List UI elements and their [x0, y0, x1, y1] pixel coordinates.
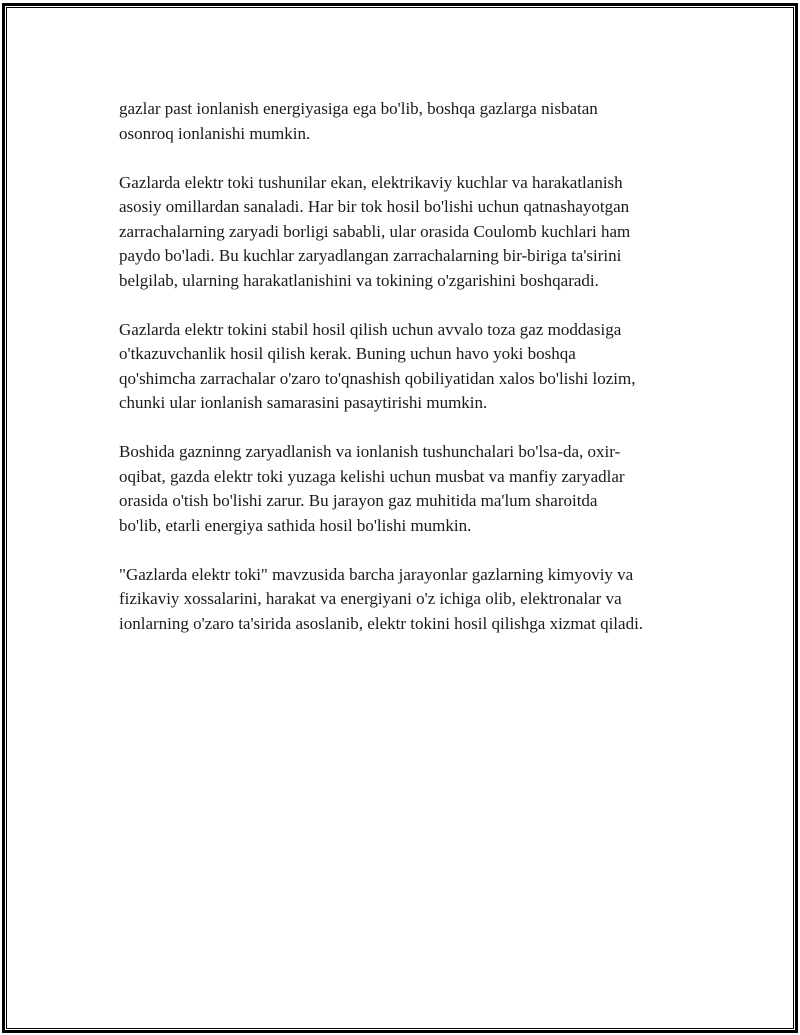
paragraph-2: Gazlarda elektr toki tushunilar ekan, elektrikaviy kuchlar va harakatlanish asosiy omillardan sanaladi. Har bir tok hosil bo'lishi uchun qatnashayotgan zarrachalarning zaryadi borligi sababli, ular orasida Coulomb kuchlari ham paydo bo'ladi. Bu kuchlar zaryadlangan zarrachalarning bir-biriga ta'sirini belgilab, ularning harakatlanishini va tokining o'zgarishini boshqaradi. [119, 172, 631, 290]
document-body [119, 97, 709, 661]
page-frame [2, 3, 798, 1033]
paragraph-5: "Gazlarda elektr toki" mavzusida barcha jarayonlar gazlarning kimyoviy va fizikaviy xossalarini, harakat va energiyani o'z ichiga olib, elektronalar va ionlarning o'zaro ta'sirida asoslanib, elektr tokini hosil qilishga xizmat qiladi. [119, 564, 644, 633]
paragraph-3: Gazlarda elektr tokini stabil hosil qilish uchun avvalo toza gaz moddasiga o'tkazuvchanlik hosil qilish kerak. Buning uchun havo yoki boshqa qo'shimcha zarrachalar o'zaro to'qnashish qobiliyatidan xalos bo'lishi lozim, chunki ular ionlanish samarasini pasaytirishi mumkin. [119, 319, 636, 412]
paragraph-4: Boshida gazninng zaryadlanish va ionlanish tushunchalari bo'lsa-da, oxir- oqibat, gazda elektr toki yuzaga kelishi uchun musbat va manfiy zaryadlar orasida o'tish bo'lishi zarur. Bu jarayon gaz muhitida ma'lum sharoitda bo'lib, etarli energiya sathida hosil bo'lishi mumkin. [119, 442, 625, 535]
paragraph-1: gazlar past ionlanish energiyasiga ega bo'lib, boshqa gazlarga nisbatan osonroq ionlanishi mumkin. [119, 99, 598, 143]
